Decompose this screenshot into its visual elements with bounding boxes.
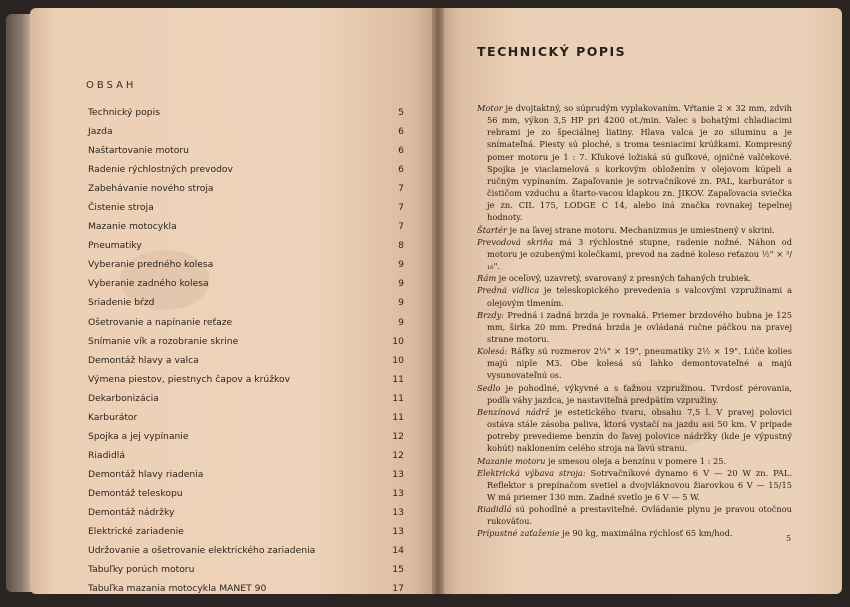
paragraph-lead: Kolesá: bbox=[477, 346, 508, 357]
contents-entry-page: 11 bbox=[392, 392, 404, 404]
contents-entry bbox=[88, 431, 408, 450]
contents-entry-title: Naštartovanie motoru bbox=[88, 145, 189, 157]
paragraph-text: je oceľový, uzavretý, svarovaný z presných ťahaných trubiek. bbox=[496, 273, 752, 284]
contents-entry-title: Snímanie vík a rozobranie skrine bbox=[88, 335, 239, 347]
technical-paragraph bbox=[477, 284, 792, 308]
book-spine bbox=[432, 8, 444, 594]
paragraph-text: sú pohodlné a prestaviteľné. Ovládanie plynu je pravou otočnou rukoväťou. bbox=[487, 504, 792, 527]
contents-entry-title: Vyberanie predného kolesa bbox=[88, 259, 214, 271]
paragraph-lead: Štartér bbox=[477, 224, 507, 235]
technical-paragraph bbox=[477, 406, 792, 455]
contents-entry-title: Výmena piestov, piestnych čapov a krúžkov bbox=[88, 373, 291, 385]
paragraph-text: Sotrvačníkové dynamo 6 V — 20 W zn. PAL. Reflektor s prepínačom svetiel a dvojvláknovou žiarovkou 6 V — 15/15 W má priemer 130 mm. Zadné svetlo je 6 V — 5 W. bbox=[487, 467, 792, 502]
contents-entry-title: Technický popis bbox=[88, 107, 160, 118]
contents-entry-page: 10 bbox=[392, 335, 404, 347]
contents-entry-page: 11 bbox=[392, 373, 404, 385]
contents-entry-page: 5 bbox=[398, 107, 404, 118]
contents-entry-page: 7 bbox=[398, 183, 404, 195]
technical-title: TECHNICKÝ POPIS bbox=[477, 44, 627, 59]
technical-paragraph bbox=[477, 224, 792, 236]
contents-entry-page: 15 bbox=[392, 564, 404, 576]
paragraph-text: je dvojtaktný, so súprudým vyplakovaním. Vŕtanie 2 × 32 mm, zdvih 56 mm, výkon 3,5 HP pri 4200 ot./min. Valec s bohatými chladiacimi rebrami je zo špeciálnej liatiny. Hlava valca je zo siluminu a je snímateľná. Piesty sú ploché, s troma tesniacimi krúžkami. Kompresný pomer motoru je 1 : 7. Kľukové ložiská sú guľkové, ojničné valčekové. Spojka je viaclamelová s korkovým obložením v olejovom kúpeli a ručným vypínaním. Zapaľovanie je sotrvačníkové zn. PAL, karburátor s čističom vzduchu a štarto-vacou klapkou zn. JIKOV. Zapaľovacia sviečka je zn. CIL 175, LODGE C 14, alebo iná značka rovnakej tepelnej hodnoty. bbox=[487, 103, 792, 223]
contents-entry-title: Radenie rýchlostných prevodov bbox=[88, 164, 233, 176]
contents-entry-page: 6 bbox=[398, 145, 404, 157]
paragraph-text: je smesou oleja a benzínu v pomere 1 : 25. bbox=[545, 455, 727, 466]
contents-entry-title: Tabuľka mazania motocykla MANET 90 bbox=[88, 583, 267, 595]
contents-entry-title: Jazda bbox=[88, 126, 113, 138]
paragraph-lead: Prípustné zaťaženie bbox=[477, 528, 560, 539]
contents-entry bbox=[88, 126, 408, 145]
paragraph-lead: Benzínová nádrž bbox=[477, 406, 550, 417]
contents-entry-title: Tabuľky porúch motoru bbox=[88, 564, 195, 576]
contents-entry bbox=[88, 297, 408, 316]
contents-entry bbox=[88, 107, 408, 126]
contents-entry-page: 9 bbox=[398, 259, 404, 271]
contents-entry-page: 12 bbox=[392, 430, 404, 442]
paragraph-text: je pohodlné, výkyvné a s ťažnou vzpružinou. Tvrdosť pérovania, podľa váhy jazdca, je nastaviteľná predpätím vzpružiny. bbox=[487, 382, 792, 405]
technical-paragraph bbox=[477, 527, 792, 539]
technical-paragraph bbox=[477, 503, 792, 527]
contents-entry-title: Riadidlá bbox=[88, 449, 125, 461]
technical-paragraph bbox=[477, 467, 792, 503]
contents-entry-page: 17 bbox=[392, 583, 404, 595]
paragraph-text: je na ľavej strane motoru. Mechanizmus je umiestnený v skrini. bbox=[506, 224, 775, 235]
contents-entry-page: 9 bbox=[398, 297, 404, 309]
technical-paragraph bbox=[477, 382, 792, 406]
contents-entry bbox=[88, 412, 408, 431]
contents-entry-title: Demontáž hlavy riadenia bbox=[88, 468, 204, 480]
contents-entry-page: 9 bbox=[398, 278, 404, 290]
paragraph-text: je 90 kg, maximálna rýchlosť 65 km/hod. bbox=[559, 528, 733, 539]
paragraph-lead: Rám bbox=[477, 273, 497, 284]
contents-entry-title: Vyberanie zadného kolesa bbox=[88, 278, 209, 290]
technical-paragraph bbox=[477, 345, 792, 381]
contents-entry-title: Demontáž nádržky bbox=[88, 506, 175, 518]
paragraph-lead: Elektrická výbava stroja: bbox=[477, 467, 586, 478]
contents-entry-page: 7 bbox=[398, 221, 404, 233]
contents-entry bbox=[88, 583, 408, 602]
technical-paragraph bbox=[477, 309, 792, 345]
contents-entry-page: 7 bbox=[398, 202, 404, 214]
paragraph-lead: Sedlo bbox=[477, 382, 501, 393]
contents-entry-page: 13 bbox=[392, 487, 404, 499]
book-cover-edge bbox=[6, 14, 32, 592]
contents-entry bbox=[88, 259, 408, 278]
paragraph-lead: Brzdy: bbox=[477, 309, 505, 320]
contents-entry-title: Ošetrovanie a napínanie reťaze bbox=[88, 316, 233, 328]
contents-entry-title: Udržovanie a ošetrovanie elektrického zariadenia bbox=[88, 545, 316, 557]
contents-entry-page: 6 bbox=[398, 126, 404, 138]
contents-entry bbox=[88, 202, 408, 221]
paragraph-text: Ráfky sú rozmerov 2¼" × 19", pneumatiky 2½ × 19". Lúče kolies majú niple M3. Obe kolesá sú ľahko demontovateľné a majú vysunovateľnú os. bbox=[487, 346, 792, 381]
technical-paragraph bbox=[477, 102, 792, 224]
contents-entry bbox=[88, 183, 408, 202]
contents-list bbox=[88, 107, 408, 602]
contents-entry-title: Karburátor bbox=[88, 411, 138, 423]
contents-entry-page: 13 bbox=[392, 526, 404, 538]
paragraph-lead: Mazanie motoru bbox=[477, 455, 546, 466]
technical-paragraph bbox=[477, 272, 792, 284]
contents-entry bbox=[88, 355, 408, 374]
contents-entry bbox=[88, 317, 408, 336]
contents-entry bbox=[88, 393, 408, 412]
contents-entry bbox=[88, 145, 408, 164]
contents-entry-title: Dekarbonizácia bbox=[88, 392, 159, 404]
contents-entry bbox=[88, 240, 408, 259]
contents-entry bbox=[88, 374, 408, 393]
contents-entry bbox=[88, 507, 408, 526]
contents-entry-page: 13 bbox=[392, 468, 404, 480]
paragraph-text: je teleskopického prevedenia s valcovými vzpružinami a olejovým tlmením. bbox=[487, 285, 792, 308]
paragraph-lead: Motor bbox=[477, 103, 503, 113]
contents-entry-page: 9 bbox=[398, 316, 404, 328]
contents-entry bbox=[88, 221, 408, 240]
contents-entry bbox=[88, 450, 408, 469]
paragraph-lead: Predná vidlica bbox=[477, 285, 540, 296]
paragraph-lead: Riadidlá bbox=[477, 504, 512, 515]
contents-entry-title: Pneumatiky bbox=[88, 240, 142, 252]
paragraph-text: má 3 rýchlostné stupne, radenie nožné. Náhon od motoru je ozubenými kolečkami, prevod na zadné koleso reťazou ½" × ³/₁₆". bbox=[487, 236, 792, 272]
contents-entry-title: Spojka a jej vypínanie bbox=[88, 430, 189, 442]
contents-entry-title: Čistenie stroja bbox=[88, 202, 154, 214]
contents-entry-title: Mazanie motocykla bbox=[88, 221, 177, 233]
contents-entry bbox=[88, 564, 408, 583]
page-number: 5 bbox=[786, 534, 792, 543]
contents-entry bbox=[88, 526, 408, 545]
technical-paragraph bbox=[477, 455, 792, 467]
technical-paragraph bbox=[477, 236, 792, 272]
paragraph-text: Predná i zadná brzda je rovnaká. Priemer brzdového bubna je 125 mm, šírka 20 mm. Predná brzda je ovládaná ručne páčkou na pravej strane motoru. bbox=[487, 309, 792, 344]
paragraph-lead: Prevodová skriňa bbox=[477, 236, 553, 247]
contents-entry-title: Zabehávanie nového stroja bbox=[88, 183, 214, 195]
contents-entry-page: 13 bbox=[392, 506, 404, 518]
contents-entry bbox=[88, 469, 408, 488]
contents-entry bbox=[88, 336, 408, 355]
contents-entry bbox=[88, 545, 408, 564]
contents-entry-title: Demontáž hlavy a valca bbox=[88, 354, 199, 366]
paragraph-text: je estetického tvaru, obsahu 7,5 l. V pravej polovici ostáva stále zásoba paliva, ktorá vystačí na jazdu asi 50 km. V prípade potreby prevedieme benzín do ľavej polovice nádržky (kde je výpustný kohút) naklonením celého stroja na ľavú stranu. bbox=[487, 406, 792, 454]
contents-entry-page: 11 bbox=[392, 411, 404, 423]
contents-entry-page: 12 bbox=[392, 449, 404, 461]
contents-entry-page: 6 bbox=[398, 164, 404, 176]
contents-entry-title: Elektrické zariadenie bbox=[88, 526, 184, 538]
contents-entry bbox=[88, 488, 408, 507]
contents-entry-page: 14 bbox=[392, 545, 404, 557]
contents-entry bbox=[88, 278, 408, 297]
contents-entry-page: 8 bbox=[398, 240, 404, 252]
contents-entry bbox=[88, 164, 408, 183]
contents-entry-page: 10 bbox=[392, 354, 404, 366]
technical-body bbox=[477, 102, 792, 540]
contents-title: OBSAH bbox=[86, 80, 137, 91]
contents-entry-title: Sriadenie bŕzd bbox=[88, 297, 155, 309]
contents-entry-title: Demontáž teleskopu bbox=[88, 487, 183, 499]
